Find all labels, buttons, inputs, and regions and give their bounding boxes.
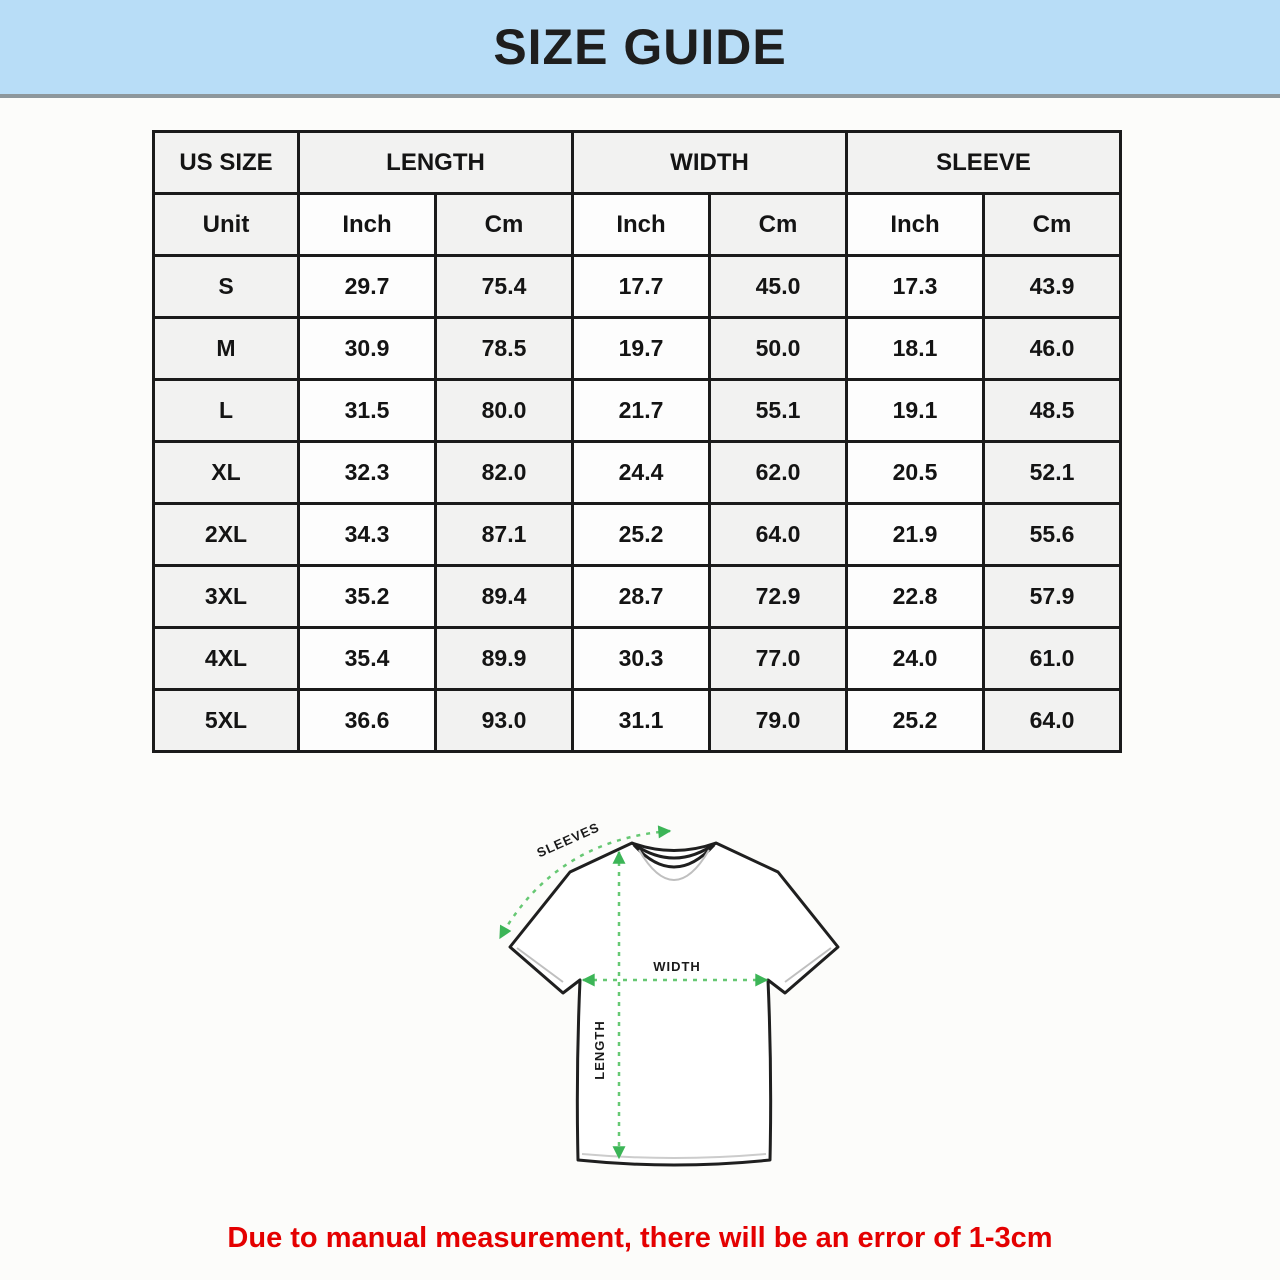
value-cell: 62.0: [710, 442, 847, 504]
size-cell: XL: [154, 442, 299, 504]
size-cell: 2XL: [154, 504, 299, 566]
value-cell: 55.1: [710, 380, 847, 442]
col-header-length: LENGTH: [299, 132, 573, 194]
width-label: WIDTH: [653, 959, 701, 974]
unit-length-inch: Inch: [299, 194, 436, 256]
measurement-error-note: Due to manual measurement, there will be an error of 1-3cm: [227, 1222, 1053, 1254]
size-cell: L: [154, 380, 299, 442]
value-cell: 87.1: [436, 504, 573, 566]
value-cell: 24.0: [847, 628, 984, 690]
value-cell: 64.0: [710, 504, 847, 566]
table-row: [154, 628, 1121, 690]
table-row: [154, 566, 1121, 628]
value-cell: 19.7: [573, 318, 710, 380]
value-cell: 21.7: [573, 380, 710, 442]
unit-header-row: [154, 194, 1121, 256]
table-row: [154, 318, 1121, 380]
unit-width-cm: Cm: [710, 194, 847, 256]
value-cell: 19.1: [847, 380, 984, 442]
value-cell: 32.3: [299, 442, 436, 504]
length-label: LENGTH: [592, 1020, 607, 1080]
tshirt-outline: [510, 843, 838, 1165]
sleeves-label: SLEEVES: [534, 819, 602, 861]
value-cell: 18.1: [847, 318, 984, 380]
unit-sleeve-cm: Cm: [984, 194, 1121, 256]
value-cell: 43.9: [984, 256, 1121, 318]
value-cell: 17.7: [573, 256, 710, 318]
table-row: [154, 256, 1121, 318]
value-cell: 61.0: [984, 628, 1121, 690]
value-cell: 89.9: [436, 628, 573, 690]
table-row: [154, 442, 1121, 504]
table-row: [154, 690, 1121, 752]
unit-width-inch: Inch: [573, 194, 710, 256]
group-header-row: [154, 132, 1121, 194]
value-cell: 24.4: [573, 442, 710, 504]
value-cell: 35.2: [299, 566, 436, 628]
size-cell: 3XL: [154, 566, 299, 628]
value-cell: 28.7: [573, 566, 710, 628]
size-chart-table: [152, 130, 1122, 753]
tshirt-diagram-svg: [470, 810, 890, 1220]
value-cell: 21.9: [847, 504, 984, 566]
page-title: SIZE GUIDE: [493, 19, 787, 75]
table-row: [154, 504, 1121, 566]
unit-length-cm: Cm: [436, 194, 573, 256]
value-cell: 72.9: [710, 566, 847, 628]
col-header-width: WIDTH: [573, 132, 847, 194]
tshirt-measurement-diagram: [470, 810, 890, 1220]
value-cell: 29.7: [299, 256, 436, 318]
value-cell: 25.2: [573, 504, 710, 566]
value-cell: 89.4: [436, 566, 573, 628]
col-header-us-size: US SIZE: [154, 132, 299, 194]
value-cell: 75.4: [436, 256, 573, 318]
value-cell: 55.6: [984, 504, 1121, 566]
value-cell: 30.3: [573, 628, 710, 690]
size-cell: S: [154, 256, 299, 318]
value-cell: 50.0: [710, 318, 847, 380]
value-cell: 93.0: [436, 690, 573, 752]
size-cell: M: [154, 318, 299, 380]
value-cell: 36.6: [299, 690, 436, 752]
value-cell: 45.0: [710, 256, 847, 318]
value-cell: 22.8: [847, 566, 984, 628]
unit-label: Unit: [154, 194, 299, 256]
value-cell: 30.9: [299, 318, 436, 380]
value-cell: 77.0: [710, 628, 847, 690]
value-cell: 57.9: [984, 566, 1121, 628]
value-cell: 46.0: [984, 318, 1121, 380]
value-cell: 48.5: [984, 380, 1121, 442]
value-cell: 64.0: [984, 690, 1121, 752]
value-cell: 25.2: [847, 690, 984, 752]
value-cell: 20.5: [847, 442, 984, 504]
value-cell: 31.5: [299, 380, 436, 442]
unit-sleeve-inch: Inch: [847, 194, 984, 256]
size-cell: 5XL: [154, 690, 299, 752]
table-row: [154, 380, 1121, 442]
value-cell: 35.4: [299, 628, 436, 690]
value-cell: 52.1: [984, 442, 1121, 504]
value-cell: 34.3: [299, 504, 436, 566]
value-cell: 78.5: [436, 318, 573, 380]
value-cell: 80.0: [436, 380, 573, 442]
title-banner: [0, 0, 1280, 98]
value-cell: 79.0: [710, 690, 847, 752]
value-cell: 17.3: [847, 256, 984, 318]
value-cell: 31.1: [573, 690, 710, 752]
value-cell: 82.0: [436, 442, 573, 504]
col-header-sleeve: SLEEVE: [847, 132, 1121, 194]
size-cell: 4XL: [154, 628, 299, 690]
